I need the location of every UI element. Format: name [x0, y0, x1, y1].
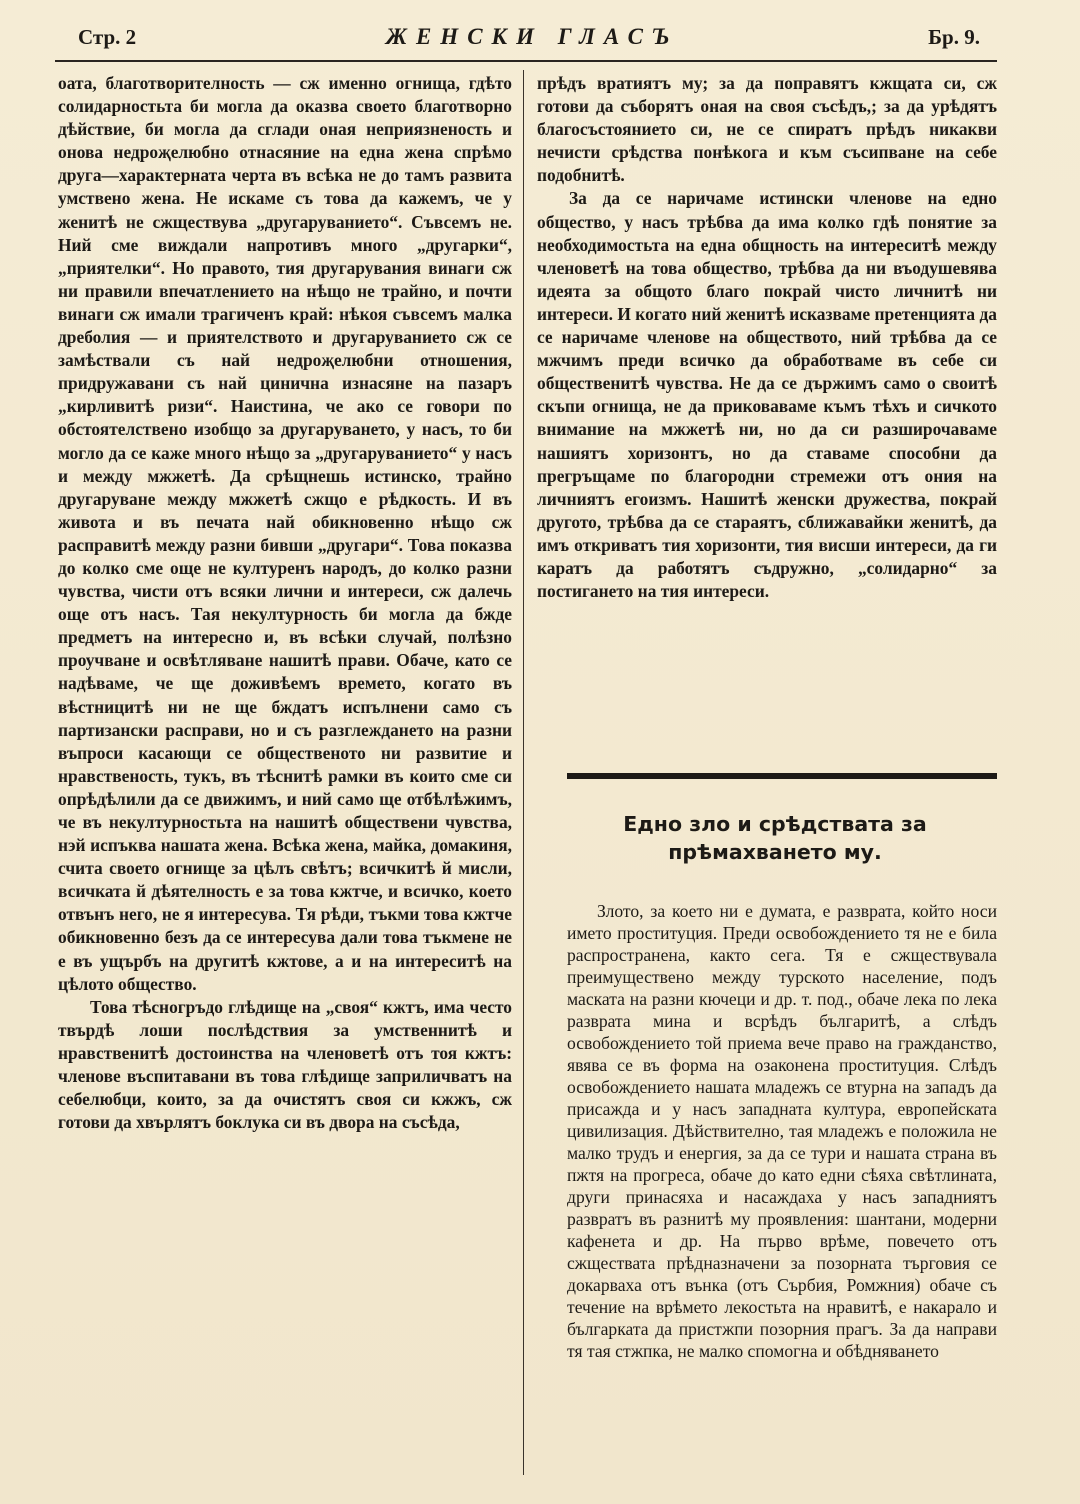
newspaper-title: ЖЕНСКИ ГЛАСЪ: [385, 24, 679, 49]
article-paragraph-1: Злото, за което ни е думата, е разврата, който носи името проституция. Преди освобождението тя не е била распространена, както сега. Тя е сжществувала преимуществено между турското население, подъ маската на разни кючеци и др. т. под., обаче лека по лека разврата мина и всрѣдъ българитѣ, а слѣдъ освобождението той приема вече право на гражданство, явява се въ форма на озаконена проституция. Слѣдъ освобождението нашата младежъ се втурна на западъ да присаждa и у насъ западната култура, европейската цивилизация. Дѣйствително, тая младежъ е положила не малко трудъ и енергия, за да се тури и нашата страна въ пжтя на прогреса, обаче до като едни сѣяха свѣтлината, други принасяха и насаждаха у насъ западниятъ развратъ въ разнитѣ му проявления: шантани, модерни кафенета и др. На първо врѣме, повечето отъ сжществата прѣдназначени за позорната търговия се докарваха отъ вънка (отъ Сърбия, Ромжния) обаче съ течение на врѣмето лекостьта на нравитѣ, е накарало и българката да пристжпи позорния прагъ. За да направи тя тая стжпка, не малко спомогна и обѣдняването: [567, 901, 997, 1361]
issue-number: Бр. 9.: [928, 24, 980, 49]
page-header: [78, 20, 980, 54]
left-paragraph-1: оата, благотворителность — сж именно огнища, гдѣто солидарностьта би могла да оказва своето благотворно дѣйствие, би могла да сглади оная неприязненость и онова недроҗелюбно отнасяние на една жена спрѣмо друга—характерната черта въ всѣка не до тамъ развита умствено жена. Не искаме съ това да кажемъ, че у женитѣ не сжществува „другаруванието“. Съвсемъ не. Ний сме виждали напротивъ много „другарки“, „приятелки“. Но правото, тия другарувания винаги сж ни правили впечатлението на нѣщо не трайно, и почти винаги сж имали трагиченъ край: нѣкоя съвсемъ малка дреболия — и приятелството и другаруванието сж се замѣствали съ най недроҗелюбни отношения, придружавани съ най цинична изнасяне на пазаръ „кирливитѣ ризи“. Наистина, че ако се говори по обстоятелствено изобщо за другаруването, у насъ, то би могло да се каже много нѣщо за „другаруванието“ у насъ и между мжжетѣ. Да срѣщнешь истинско, трайно другаруване между мжжетѣ сжщо е рѣдкость. И въ живота и въ печата най обикновенно нѣщо сж расправитѣ между разни бивши „другари“. Това показва до колко сме още не културенъ народъ, до колко разни чувства, чисти отъ всяки лични и интереси, сж далечь още отъ насъ. Тая некултурность би могла да бжде предметъ на интересно и, въ всѣки случай, полѣзно проучване и освѣтляване нашитѣ прави. Обаче, като се надѣваме, че ще доживѣемъ времето, когато въ вѣстницитѣ ни не ще бждатъ испълнени само съ партизански расправи, но и съ разглеждането на разни въпроси касающи се общественото ни развитие и нравственость, тукъ, въ тѣснитѣ рамки въ които сме си опрѣдѣлили да се движимъ, и ний само ще отбѣлѣжимъ, че въ некултурностьта на нашитѣ обществени чувства, нэй испъква нашата жена. Всѣка жена, майка, домакиня, счита своето огнище за цѣлъ свѣтъ; всичкитѣ й мисли, всичката й дѣятелность е за това кжтче, и всичко, което отвънъ него, не я интересува. Тя рѣди, тъкми това кжтче обикновенно безъ да се интересува дали това тъкмене не е въ ущърбъ на другитѣ кжтове, а и на интереситѣ на цѣлото общество.: [58, 73, 512, 994]
right-paragraph-1: прѣдъ вратиятъ му; за да поправятъ кжщата си, сж готови да съборятъ оная на своя съсѣдъ,; за да урѣдятъ благосъстоянието си, не се спиратъ прѣдъ никакви нечисти срѣдства понѣкога и към съсипване на себе подобнитѣ.: [537, 73, 997, 186]
article-body: [567, 900, 997, 1362]
article-title: Едно зло и срѣдствата за прѣмахването му.: [623, 812, 927, 864]
left-paragraph-2: Това тѣсногръдо глѣдище на „своя“ кжтъ, има често твърдѣ лоши послѣдствия за умственнитѣ и нравственитѣ достоинства на членоветѣ отъ тоя кжтъ: членове въспитавани въ това глѣдище заприличватъ на себелюбци, които, за да очистятъ своя си кжжъ, сж готови да хвърлятъ боклука си въ двора на съсѣда,: [58, 996, 512, 1133]
page-number: Стр. 2: [78, 24, 137, 49]
section-divider: [567, 773, 997, 779]
right-column: [537, 72, 997, 603]
column-divider: [523, 70, 524, 1475]
left-column: [58, 72, 512, 1134]
right-paragraph-2: За да се наричаме истински членове на едно общество, у насъ трѣбва да има колко гдѣ понятие за необходимостьта на една общность на интереситѣ между членоветѣ на това общество, трѣбва да ни въодушевява идеята за общото благо покрай чисто личнитѣ ни интереси. И когато ний женитѣ исказваме претенцията да се наричаме членове на обществото, ний трѣбва да се мжчимъ преди всичко да обработваме въ себе си общественитѣ чувства. Не да се държимъ само о своитѣ скъпи огнища, не да приковаваме къмъ тѣхъ и сичкото внимание на мжжетѣ ни, но да си разширочаваме нашиятъ хоризонтъ, но да ставаме способни да прегръщаме по благородни стремежи отъ ония на личниятъ егоизмъ. Нашитѣ женски дружества, покрай другото, трѣбва да се стараятъ, сближавайки женитѣ, да имъ откриватъ тия хоризонти, тия висши интереси, да ги каратъ да работятъ съдружно, „солидарно“ за постигането на тия интереси.: [537, 188, 997, 602]
header-rule: [55, 60, 997, 62]
